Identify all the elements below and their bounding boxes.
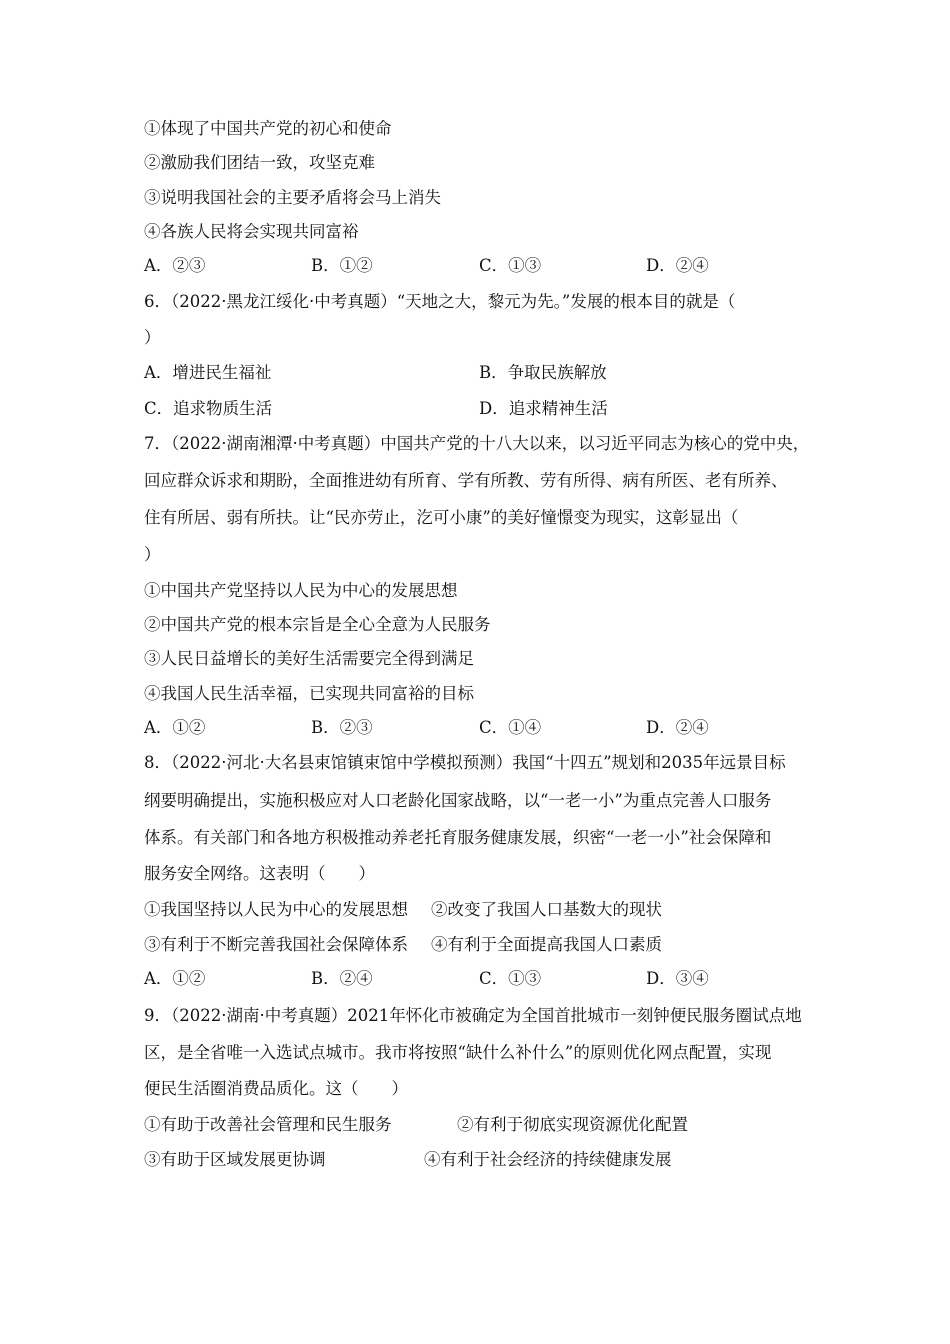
q8-option-d[interactable]: D．③④ — [646, 969, 709, 988]
q7-statement-2: ②中国共产党的根本宗旨是全心全意为人民服务 — [144, 615, 491, 634]
q5-statement-4: ④各族人民将会实现共同富裕 — [144, 222, 359, 241]
q8-option-b[interactable]: B．②④ — [311, 969, 373, 988]
q5-statement-1: ①体现了中国共产党的初心和使命 — [144, 119, 392, 138]
q8-statement-3: ③有利于不断完善我国社会保障体系 — [144, 935, 408, 954]
q9-statement-1: ①有助于改善社会管理和民生服务 — [144, 1115, 392, 1134]
q6-stem-line-1: 6．（2022·黑龙江绥化·中考真题）“天地之大，黎元为先。”发展的根本目的就是（ — [144, 292, 736, 311]
q7-option-c[interactable]: C．①④ — [479, 718, 542, 737]
q5-option-a[interactable]: A．②③ — [144, 256, 206, 275]
q7-option-d[interactable]: D．②④ — [646, 718, 709, 737]
q8-statement-1: ①我国坚持以人民为中心的发展思想 — [144, 900, 408, 919]
q7-statement-4: ④我国人民生活幸福，已实现共同富裕的目标 — [144, 684, 474, 703]
q9-stem-line-1: 9．（2022·湖南·中考真题）2021年怀化市被确定为全国首批城市一刻钟便民服务圈试点地 — [144, 1006, 802, 1025]
q5-option-d[interactable]: D．②④ — [646, 256, 709, 275]
q7-option-a[interactable]: A．①② — [144, 718, 206, 737]
q8-statement-2: ②改变了我国人口基数大的现状 — [431, 900, 662, 919]
q8-stem-line-1: 8．（2022·河北·大名县束馆镇束馆中学模拟预测）我国“十四五”规划和2035年远景目标 — [144, 753, 786, 772]
q6-option-a[interactable]: A．增进民生福祉 — [144, 363, 272, 382]
q7-stem-line-2: 回应群众诉求和期盼，全面推进幼有所育、学有所教、劳有所得、病有所医、老有所养、 — [144, 471, 788, 490]
q8-option-c[interactable]: C．①③ — [479, 969, 542, 988]
q7-stem-line-1: 7．（2022·湖南湘潭·中考真题）中国共产党的十八大以来，以习近平同志为核心的党中央， — [144, 434, 810, 453]
q7-stem-line-4: ） — [144, 545, 161, 564]
q8-stem-line-3: 体系。有关部门和各地方积极推动养老托育服务健康发展，织密“一老一小”社会保障和 — [144, 828, 772, 847]
q9-statement-3: ③有助于区域发展更协调 — [144, 1150, 326, 1169]
q9-statement-2: ②有利于彻底实现资源优化配置 — [457, 1115, 688, 1134]
q8-stem-line-4: 服务安全网络。这表明（ ） — [144, 864, 375, 883]
q8-option-a[interactable]: A．①② — [144, 969, 206, 988]
q9-stem-line-3: 便民生活圈消费品质化。这（ ） — [144, 1079, 408, 1098]
q6-option-c[interactable]: C．追求物质生活 — [144, 399, 273, 418]
q7-statement-3: ③人民日益增长的美好生活需要完全得到满足 — [144, 649, 474, 668]
q7-stem-line-3: 住有所居、弱有所扶。让“民亦劳止，汔可小康”的美好憧憬变为现实，这彰显出（ — [144, 508, 739, 527]
q5-option-b[interactable]: B．①② — [311, 256, 373, 275]
q6-option-d[interactable]: D．追求精神生活 — [479, 399, 608, 418]
q5-statement-3: ③说明我国社会的主要矛盾将会马上消失 — [144, 188, 441, 207]
q6-stem-line-2: ） — [144, 328, 161, 347]
q8-statement-4: ④有利于全面提高我国人口素质 — [431, 935, 662, 954]
q7-statement-1: ①中国共产党坚持以人民为中心的发展思想 — [144, 581, 458, 600]
q5-statement-2: ②激励我们团结一致，攻坚克难 — [144, 153, 375, 172]
q7-option-b[interactable]: B．②③ — [311, 718, 373, 737]
q8-stem-line-2: 纲要明确提出，实施积极应对人口老龄化国家战略，以“一老一小”为重点完善人口服务 — [144, 791, 772, 810]
q9-stem-line-2: 区，是全省唯一入选试点城市。我市将按照“缺什么补什么”的原则优化网点配置，实现 — [144, 1043, 772, 1062]
q5-option-c[interactable]: C．①③ — [479, 256, 542, 275]
q6-option-b[interactable]: B．争取民族解放 — [479, 363, 607, 382]
q9-statement-4: ④有利于社会经济的持续健康发展 — [424, 1150, 672, 1169]
